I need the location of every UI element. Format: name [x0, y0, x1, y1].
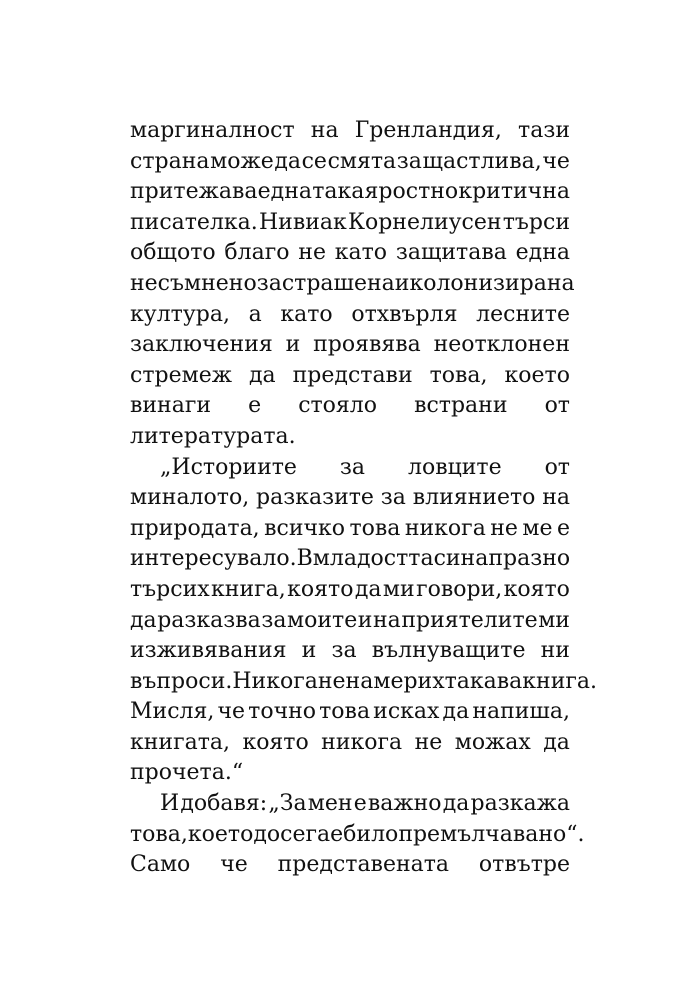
word: че: [220, 852, 248, 878]
word: точно: [248, 699, 317, 725]
text-line: [130, 300, 570, 331]
text-line: [130, 789, 570, 820]
word: проявява: [313, 332, 421, 358]
word: младостта: [312, 546, 434, 572]
word: книгата,: [130, 729, 230, 755]
word: тази: [518, 118, 570, 143]
word: което: [504, 362, 570, 388]
text-line: литературата.: [130, 423, 296, 449]
word: да: [274, 148, 301, 174]
word: което: [187, 821, 254, 847]
word: напиша,: [472, 699, 570, 725]
word: търси: [502, 209, 570, 235]
word: не: [317, 668, 346, 694]
word: и: [394, 270, 410, 296]
word: не: [298, 240, 326, 266]
word: представи: [292, 362, 413, 388]
word: да: [543, 729, 570, 755]
word: Корнелиусен: [347, 209, 502, 235]
text-line: [130, 177, 570, 208]
word: култура,: [130, 301, 230, 327]
word: така: [312, 179, 365, 205]
word: представената: [277, 852, 450, 878]
text-line: [130, 391, 570, 422]
text-line: прочета.“: [130, 760, 244, 786]
word: това,: [130, 821, 188, 847]
word: говори,: [416, 576, 503, 602]
word: една: [257, 179, 313, 205]
word: от: [544, 393, 570, 419]
word: ме: [522, 515, 553, 541]
word: отвътре: [478, 852, 570, 878]
word: критична: [458, 179, 570, 205]
word: щастлива,: [422, 148, 542, 174]
word: досега: [253, 821, 331, 847]
word: не: [490, 515, 518, 541]
word: въпроси.: [130, 668, 233, 694]
word: търсих: [130, 576, 210, 602]
word: всичко: [264, 515, 346, 541]
word: ми: [538, 607, 570, 633]
word: като: [280, 301, 333, 327]
word: винаги: [130, 393, 212, 419]
word: на: [310, 118, 339, 143]
word: книга,: [211, 576, 286, 602]
word: стояло: [298, 393, 378, 419]
text-line: [130, 697, 570, 728]
word: е: [556, 515, 570, 541]
word: влиянието: [412, 485, 536, 511]
word: колонизирана: [409, 270, 575, 296]
word: исках: [373, 699, 440, 725]
word: да: [442, 791, 470, 817]
word: разказите: [256, 485, 374, 511]
word: смята: [327, 148, 397, 174]
word: да: [354, 576, 382, 602]
word: добавя:: [180, 791, 268, 817]
word: моите: [287, 607, 358, 633]
text-line: [130, 728, 570, 759]
word: И: [160, 791, 180, 817]
word: на: [373, 607, 401, 633]
word: премълчавано“.: [398, 821, 585, 847]
word: и: [285, 332, 301, 358]
text-line: [130, 238, 570, 269]
word: книга.: [522, 668, 597, 694]
word: напразно: [460, 546, 571, 572]
word: ми: [382, 576, 415, 602]
word: и: [301, 638, 317, 664]
word: несъмнено: [130, 270, 257, 296]
text-line: [130, 575, 570, 606]
word: за: [339, 454, 366, 480]
word: Нивиак: [258, 209, 347, 235]
word: В: [296, 546, 313, 572]
word: никога: [321, 729, 403, 755]
word: си: [433, 546, 461, 572]
word: стремеж: [130, 362, 232, 388]
word: за: [331, 638, 357, 664]
word: да: [130, 607, 157, 633]
word: важно: [367, 791, 442, 817]
word: мен: [307, 791, 353, 817]
word: неотклонен: [433, 332, 570, 358]
word: заключения: [130, 332, 273, 358]
word: разказва: [157, 607, 261, 633]
word: като: [334, 240, 388, 266]
word: вълнуващите: [371, 638, 526, 664]
word: благо: [224, 240, 290, 266]
word: общото: [130, 240, 216, 266]
word: която: [287, 576, 354, 602]
text-line: [130, 636, 570, 667]
word: която: [242, 729, 309, 755]
word: приятелите: [401, 607, 538, 633]
word: такава: [444, 668, 523, 694]
text-line: [130, 147, 570, 178]
word: било: [343, 821, 399, 847]
word: която: [503, 576, 570, 602]
word: изживявания: [130, 638, 287, 664]
text-line: [130, 606, 570, 637]
word: че: [217, 699, 246, 725]
word: Гренландия,: [354, 118, 502, 143]
word: лесните: [476, 301, 570, 327]
word: яростно: [364, 179, 459, 205]
word: застрашена: [256, 270, 395, 296]
word: „Историите: [160, 454, 297, 480]
word: не: [414, 729, 443, 755]
word: никога: [404, 515, 486, 541]
text-line: [130, 850, 570, 881]
word: на: [542, 485, 570, 511]
word: и: [357, 607, 373, 633]
word: е: [248, 393, 262, 419]
word: можах: [454, 729, 531, 755]
word: за: [261, 607, 287, 633]
word: за: [380, 485, 406, 511]
word: разкажа: [470, 791, 570, 817]
text-line: [130, 483, 570, 514]
text-line: [130, 544, 570, 575]
text-line: [130, 116, 570, 147]
text-line: [130, 820, 585, 851]
word: от: [544, 454, 570, 480]
word: това: [349, 515, 401, 541]
text-line: [130, 361, 570, 392]
word: намерих: [345, 668, 445, 694]
word: ни: [540, 638, 570, 664]
word: да: [248, 362, 276, 388]
text-line: [130, 453, 570, 484]
word: може: [210, 148, 274, 174]
word: е: [330, 821, 344, 847]
text-line: [130, 514, 570, 545]
text-line: [130, 208, 570, 239]
word: това,: [429, 362, 488, 388]
word: Само: [130, 852, 191, 878]
word: това: [319, 699, 371, 725]
word: за: [396, 148, 422, 174]
word: а: [248, 301, 262, 327]
body-text: [130, 116, 597, 881]
word: природата,: [130, 515, 260, 541]
word: се: [301, 148, 327, 174]
word: писателка.: [130, 209, 258, 235]
word: миналото,: [130, 485, 250, 511]
word: Никога: [232, 668, 318, 694]
word: отхвърля: [351, 301, 458, 327]
word: защитава: [395, 240, 507, 266]
word: ловците: [407, 454, 502, 480]
word: една: [515, 240, 570, 266]
word: „За: [268, 791, 307, 817]
word: встрани: [414, 393, 508, 419]
word: Мисля,: [130, 699, 215, 725]
word: е: [353, 791, 367, 817]
text-line: [130, 667, 597, 698]
text-line: [130, 269, 575, 300]
word: интересувало.: [130, 546, 297, 572]
word: страна: [130, 148, 210, 174]
word: да: [442, 699, 470, 725]
word: че: [542, 148, 570, 174]
word: притежава: [130, 179, 258, 205]
text-line: [130, 330, 570, 361]
word: маргиналност: [130, 118, 295, 143]
